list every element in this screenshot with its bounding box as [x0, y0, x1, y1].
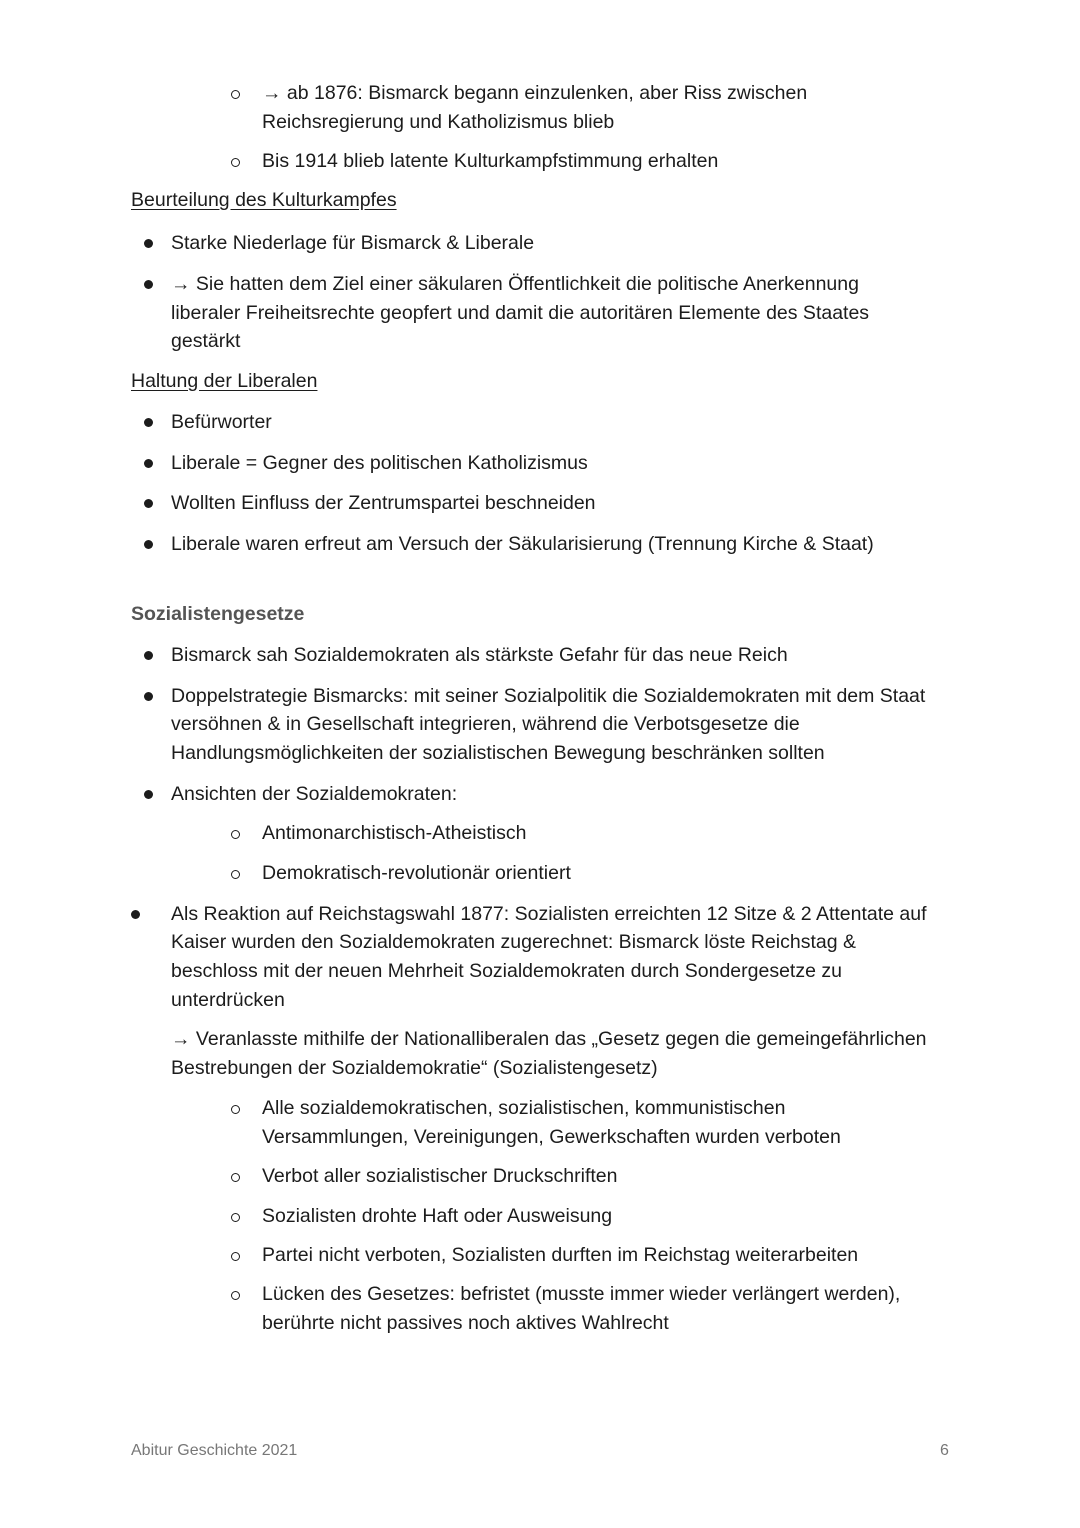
- text-line: → Sie hatten dem Ziel einer säkularen Öffentlichkeit die politische Anerkennung: [171, 273, 859, 295]
- bullet-marker: [144, 692, 153, 701]
- section-heading-haltung: Haltung der Liberalen: [131, 370, 318, 392]
- bullet-marker: [144, 239, 153, 248]
- sub-bullet-marker: [231, 1213, 240, 1222]
- sub-bullet-marker: [231, 1105, 240, 1114]
- sub-bullet-marker: [231, 830, 240, 839]
- text-line: Wollten Einfluss der Zentrumspartei beschneiden: [171, 492, 596, 514]
- text-line: Sozialisten drohte Haft oder Ausweisung: [262, 1205, 613, 1227]
- text-line: Reichsregierung und Katholizismus blieb: [262, 111, 615, 133]
- text-line: Handlungsmöglichkeiten der sozialistischen Bewegung beschränken sollten: [171, 742, 825, 764]
- bullet-marker: [144, 459, 153, 468]
- bullet-marker: [144, 499, 153, 508]
- bullet-marker: [144, 280, 153, 289]
- text-line: unterdrücken: [171, 989, 285, 1011]
- text-line: gestärkt: [171, 330, 241, 352]
- text-line: Als Reaktion auf Reichstagswahl 1877: Sozialisten erreichten 12 Sitze & 2 Attentate auf: [171, 903, 927, 925]
- sub-bullet-marker: [231, 1291, 240, 1300]
- text-line: Demokratisch-revolutionär orientiert: [262, 862, 571, 884]
- text-line: Lücken des Gesetzes: befristet (musste immer wieder verlängert werden),: [262, 1283, 901, 1305]
- page-number: 6: [940, 1442, 949, 1459]
- text-line: Verbot aller sozialistischer Druckschriften: [262, 1165, 618, 1187]
- text-line: Liberale waren erfreut am Versuch der Säkularisierung (Trennung Kirche & Staat): [171, 533, 874, 555]
- text-line: berührte nicht passives noch aktives Wahlrecht: [262, 1312, 669, 1334]
- text-line: Bestrebungen der Sozialdemokratie“ (Sozialistengesetz): [171, 1057, 658, 1079]
- text-line: liberaler Freiheitsrechte geopfert und damit die autoritären Elemente des Staates: [171, 302, 870, 324]
- text-line: Liberale = Gegner des politischen Katholizismus: [171, 452, 588, 474]
- bullet-marker: [144, 790, 153, 799]
- text-line: Partei nicht verboten, Sozialisten durften im Reichstag weiterarbeiten: [262, 1244, 859, 1266]
- sub-bullet-marker: [231, 1173, 240, 1182]
- text-line: → Veranlasste mithilfe der Nationalliberalen das „Gesetz gegen die gemeingefährlichen: [171, 1028, 927, 1050]
- footer-title: Abitur Geschichte 2021: [131, 1442, 298, 1459]
- text-line: beschloss mit der neuen Mehrheit Sozialdemokraten durch Sondergesetze zu: [171, 960, 842, 982]
- text-line: Bis 1914 blieb latente Kulturkampfstimmung erhalten: [262, 150, 719, 172]
- sub-bullet-marker: [231, 158, 240, 167]
- text-line: Bismarck sah Sozialdemokraten als stärkste Gefahr für das neue Reich: [171, 644, 788, 666]
- sub-bullet-marker: [231, 1252, 240, 1261]
- text-line: Versammlungen, Vereinigungen, Gewerkschaften wurden verboten: [262, 1126, 841, 1148]
- text-line: Starke Niederlage für Bismarck & Liberale: [171, 232, 535, 254]
- section-heading-beurteilung: Beurteilung des Kulturkampfes: [131, 189, 397, 211]
- text-line: versöhnen & in Gesellschaft integrieren, während die Verbotsgesetze die: [171, 713, 800, 735]
- text-line: Alle sozialdemokratischen, sozialistischen, kommunistischen: [262, 1097, 786, 1119]
- bullet-marker: [144, 651, 153, 660]
- text-line: Doppelstrategie Bismarcks: mit seiner Sozialpolitik die Sozialdemokraten mit dem Staat: [171, 685, 926, 707]
- sub-bullet-marker: [231, 90, 240, 99]
- section-heading-sozialistengesetze: Sozialistengesetze: [131, 603, 305, 625]
- text-line: Kaiser wurden den Sozialdemokraten zugerechnet: Bismarck löste Reichstag &: [171, 931, 857, 953]
- bullet-marker: [144, 418, 153, 427]
- text-line: Ansichten der Sozialdemokraten:: [171, 783, 458, 805]
- bullet-marker: [144, 540, 153, 549]
- text-line: Befürworter: [171, 411, 272, 433]
- text-line: → ab 1876: Bismarck begann einzulenken, aber Riss zwischen: [262, 82, 808, 104]
- sub-bullet-marker: [231, 870, 240, 879]
- bullet-marker: [131, 910, 140, 919]
- text-line: Antimonarchistisch-Atheistisch: [262, 822, 527, 844]
